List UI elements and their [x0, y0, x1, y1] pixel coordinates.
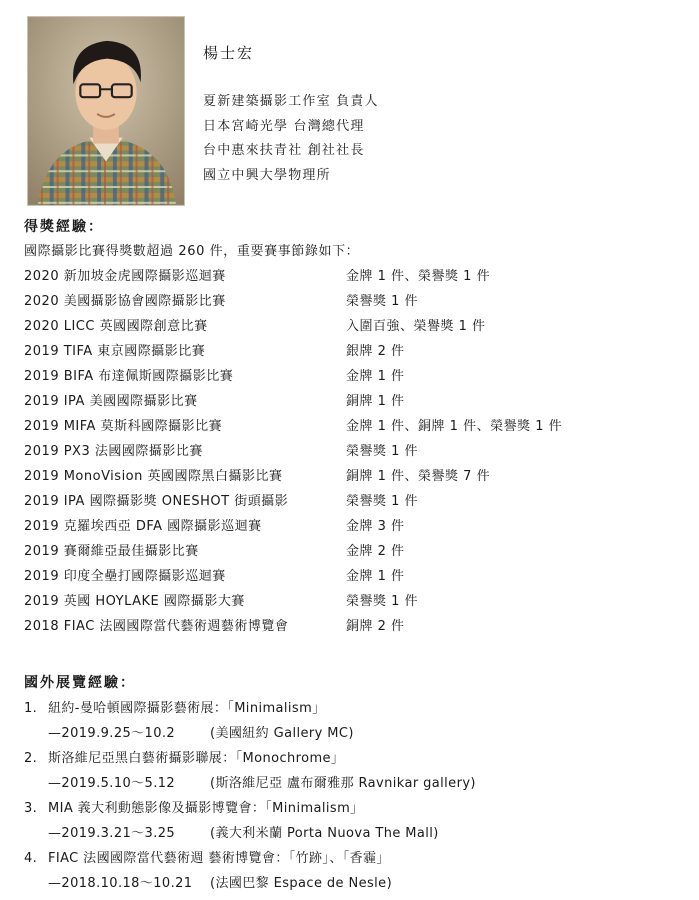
award-result: 榮譽獎 1 件	[346, 494, 419, 509]
awards-heading: 得獎經驗：	[24, 219, 104, 235]
profile-titles	[203, 90, 379, 188]
exhibition-title: 斯洛維尼亞黑白藝術攝影聯展：「Monochrome」	[48, 751, 345, 766]
exhibition-item	[24, 696, 674, 746]
award-row	[24, 489, 674, 514]
exhibition-date: —2019.9.25～10.2	[48, 726, 176, 741]
exhibition-title-line	[24, 796, 674, 821]
exhibition-number: 1.	[24, 701, 38, 716]
award-result: 榮譽獎 1 件	[346, 444, 419, 459]
exhibitions-list	[24, 696, 674, 896]
exhibition-detail-line	[24, 771, 674, 796]
award-result: 金牌 1 件	[346, 369, 405, 384]
award-name: 2019 克羅埃西亞 DFA 國際攝影巡迴賽	[24, 519, 262, 534]
award-result: 金牌 3 件	[346, 519, 405, 534]
award-name: 2020 新加坡金虎國際攝影巡迴賽	[24, 269, 226, 284]
exhibition-title: MIA 義大利動態影像及攝影博覽會：「Minimalism」	[48, 801, 364, 816]
exhibition-date: —2019.5.10～5.12	[48, 776, 176, 791]
award-result: 銅牌 1 件、榮譽獎 7 件	[346, 469, 491, 484]
exhibition-venue: (斯洛維尼亞 盧布爾雅那 Ravnikar gallery)	[210, 776, 476, 791]
award-name: 2019 IPA 國際攝影獎 ONESHOT 街頭攝影	[24, 494, 289, 509]
exhibition-number: 2.	[24, 751, 38, 766]
exhibition-venue: (法國巴黎 Espace de Nesle)	[210, 876, 393, 891]
award-name: 2019 IPA 美國國際攝影比賽	[24, 394, 198, 409]
exhibition-detail-line	[24, 721, 674, 746]
award-name: 2020 LICC 英國國際創意比賽	[24, 319, 208, 334]
exhibitions-heading: 國外展覽經驗：	[24, 675, 136, 691]
title-line: 夏新建築攝影工作室 負責人	[203, 94, 379, 109]
award-name: 2019 MonoVision 英國國際黑白攝影比賽	[24, 469, 283, 484]
award-row	[24, 464, 674, 489]
exhibition-date: —2018.10.18～10.21	[48, 876, 193, 891]
exhibition-item	[24, 796, 674, 846]
award-name: 2019 PX3 法國國際攝影比賽	[24, 444, 203, 459]
award-result: 銅牌 2 件	[346, 619, 405, 634]
exhibition-number: 4.	[24, 851, 38, 866]
profile-photo	[27, 16, 185, 206]
exhibition-venue: (美國紐約 Gallery MC)	[210, 726, 354, 741]
awards-list	[24, 264, 674, 639]
exhibition-date: —2019.3.21～3.25	[48, 826, 176, 841]
portrait-image	[28, 17, 184, 205]
award-row	[24, 364, 674, 389]
award-row	[24, 614, 674, 639]
award-result: 入圍百強、榮譽獎 1 件	[346, 319, 486, 334]
award-row	[24, 539, 674, 564]
award-result: 榮譽獎 1 件	[346, 594, 419, 609]
award-name: 2019 賽爾維亞最佳攝影比賽	[24, 544, 199, 559]
award-name: 2019 TIFA 東京國際攝影比賽	[24, 344, 206, 359]
award-row	[24, 414, 674, 439]
exhibition-title-line	[24, 696, 674, 721]
award-result: 銅牌 1 件	[346, 394, 405, 409]
award-result: 銀牌 2 件	[346, 344, 405, 359]
exhibition-detail-line	[24, 821, 674, 846]
award-row	[24, 389, 674, 414]
award-row	[24, 289, 674, 314]
exhibition-venue: (義大利米蘭 Porta Nuova The Mall)	[210, 826, 439, 841]
award-name: 2019 英國 HOYLAKE 國際攝影大賽	[24, 594, 245, 609]
exhibition-item	[24, 846, 674, 896]
title-line: 日本宮崎光學 台灣總代理	[203, 118, 365, 134]
award-row	[24, 339, 674, 364]
exhibition-title-line	[24, 746, 674, 771]
exhibition-detail-line	[24, 871, 674, 896]
person-name: 楊士宏	[203, 44, 255, 62]
award-row	[24, 314, 674, 339]
award-name: 2019 印度全壘打國際攝影巡迴賽	[24, 569, 226, 584]
title-line: 國立中興大學物理所	[203, 167, 331, 183]
award-result: 金牌 1 件	[346, 569, 405, 584]
exhibition-number: 3.	[24, 801, 38, 816]
exhibition-title-line	[24, 846, 674, 871]
award-result: 榮譽獎 1 件	[346, 294, 419, 309]
award-row	[24, 589, 674, 614]
award-result: 金牌 1 件、銅牌 1 件、榮譽獎 1 件	[346, 419, 563, 434]
award-name: 2019 BIFA 布達佩斯國際攝影比賽	[24, 369, 234, 384]
title-line: 台中惠來扶青社 創社社長	[203, 143, 365, 159]
award-name: 2019 MIFA 莫斯科國際攝影比賽	[24, 419, 223, 434]
exhibition-title: FIAC 法國國際當代藝術週 藝術博覽會：「竹跡」、「香霾」	[48, 851, 390, 866]
award-row	[24, 564, 674, 589]
award-name: 2020 美國攝影協會國際攝影比賽	[24, 294, 226, 309]
exhibition-title: 紐約-曼哈頓國際攝影藝術展：「Minimalism」	[48, 701, 326, 716]
award-result: 金牌 1 件、榮譽獎 1 件	[346, 269, 491, 284]
awards-intro: 國際攝影比賽得獎數超過 260 件，重要賽事節錄如下：	[24, 244, 360, 259]
award-row	[24, 514, 674, 539]
award-row	[24, 264, 674, 289]
award-name: 2018 FIAC 法國國際當代藝術週藝術博覽會	[24, 619, 289, 634]
award-result: 金牌 2 件	[346, 544, 405, 559]
award-row	[24, 439, 674, 464]
exhibition-item	[24, 746, 674, 796]
